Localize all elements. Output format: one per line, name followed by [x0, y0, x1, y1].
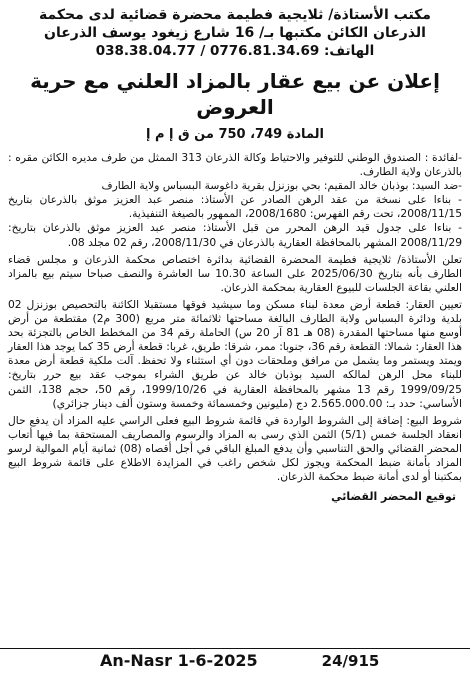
publication-footer [0, 648, 470, 672]
beneficiary-paragraph: -لفائدة : الصندوق الوطني للتوفير والاحتياط وكالة الذرعان 313 الممثل من طرف مديره الكائن مقره : بالذرعان ولاية الطارف. [8, 151, 462, 179]
legal-article-reference: المادة 749، 750 من ق إ م إ [145, 127, 324, 142]
property-description-paragraph: تعيين العقار: قطعة أرض معدة لبناء مسكن وما سيشيد فوقها مستقبلا الكائنة بالتحصيص بوزنزل 02 بلدية ودائرة البسباس ولاية الطارف البالغة مساحتها ثلاثمائة متر مربع (300 م2) مقتطعة من أرض أوسع منها مساحتها المقدرة (08 هـ 81 آر 20 س) الحاملة رقم 34 من المخطط الخاص بالتجزئة بحد هذا العقار: شمالا: القطعة رقم 36، جنوبا: ممر، شرقا: طريق، غربا: قطعة أرض 35 كما يوجد هذا العقار ويمتد ويستمر وما يشمل من مرافق وملحقات دون أي استثناء ولا تحفظ. آلت ملكية قطعة أرض معدة للبناء محل الرهن لمالكه السيد بوذبان خالد عن طريق الشراء بموجب عقد بيع حرر بتاريخ: 1999/09/25 رقم 13 مشهر بالمحافظة العقارية في 1999/10/26، رقم 50، حجم 138، الثمن الأساسي: حدد بـ: 2.565.000.00 دج (مليونين وخمسمائة وخمسة وستون ألف دينار جزائري) [8, 297, 463, 410]
auction-announcement-paragraph: تعلن الأستاذة/ ثلايجية فطيمة المحضرة القضائية بدائرة اختصاص محكمة الذرعان و مجلس قضاء الطارف بأنه بتاريخ 2025/06/30 على الساعة 10.30 سا العاشرة والنصف صباحا سيتم بيع بالمزاد العلني بقاعة الجلسات للبيوع العقارية بمحكمة الذرعان. [8, 252, 463, 294]
newspaper-date: An-Nasr 1-6-2025 [100, 651, 258, 670]
sale-conditions-paragraph: شروط البيع: إضافة إلى الشروط الواردة في قائمة شروط البيع فعلى الراسي عليه المزاد أن يدفع حال انعقاد الجلسة خمس (5/1) الثمن الذي رسى به المزاد والرسوم والمصاريف المستحقة بما فيها أتعاب المحضر القضائي والحق التناسبي وأن يدفع المبلغ الباقي في أجل أقصاه (08) ثمانية أيام الموالية لرسو المزاد بأمانة ضبط المحكمة ويجوز لكل شخص راغب في المزايدة الاطلاع على قائمة شروط البيع بمكتبنا أو لدى أمانة ضبط محكمة الذرعان. [8, 413, 462, 484]
bailiff-signature: توقيع المحضر القضائي [331, 490, 456, 504]
notice-title: إعلان عن بيع عقار بالمزاد العلني مع حرية العروض [30, 69, 440, 119]
bailiff-office-header [8, 6, 462, 60]
office-name-line: مكتب الأستاذة/ ثلايجية فطيمة محضرة قضائية لدى محكمة [39, 7, 431, 23]
office-address-line: الذرعان الكائن مكتبها بـ/ 16 شارع زيغود يوسف الذرعان [44, 25, 426, 41]
defendant-paragraph: -ضد السيد: بوذبان خالد المقيم: بحي بوزنزل بقرية داغوسة البسباس ولاية الطارف [101, 179, 462, 193]
notice-body [8, 151, 462, 484]
mortgage-registration-paragraph: - بناءا على جدول قيد الرهن المحرر من قبل الأستاذ: منصر عبد العزيز موثق بالذرعان بتاريخ: 2008/11/29 المشهر بالمحافظة العقارية بالذرعان في 2008/11/30، رقم 02 مجلد 08. [8, 221, 462, 249]
office-phone-line: الهاتف: 0776.81.34.69 / 038.38.04.77 [95, 43, 375, 59]
ad-reference-number: 24/915 [321, 651, 380, 670]
mortgage-deed-paragraph: - بناءا على نسخة من عقد الرهن الصادر عن الأستاذ: منصر عبد العزيز موثق بالذرعان بتاريخ 2008/11/15، تحت رقم الفهرس: 2008/1680، الممهور بالصيغة التنفيذية. [8, 193, 462, 221]
